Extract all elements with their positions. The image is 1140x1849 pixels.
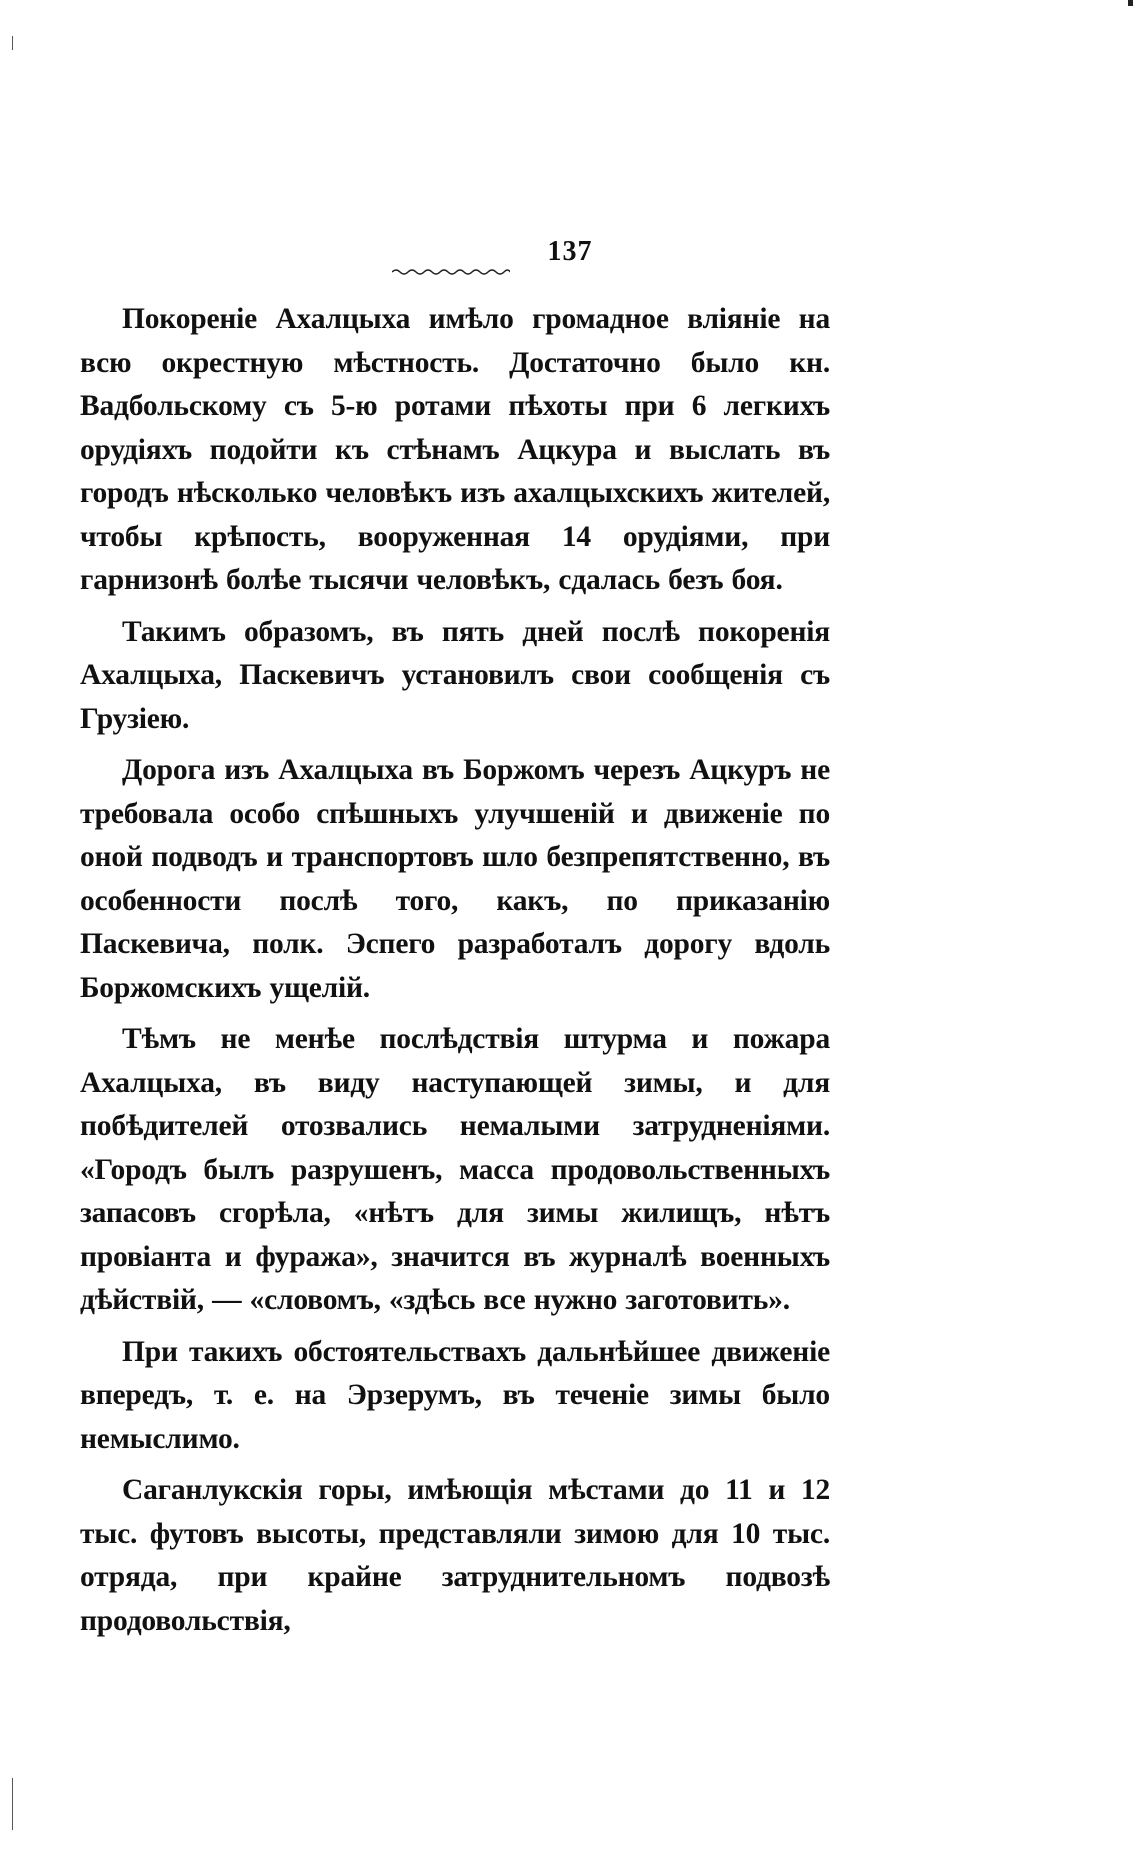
scan-edge-mark xyxy=(12,36,13,50)
paragraph-6: Саганлукскія горы, имѣющія мѣстами до 11 и 12 тыс. футовъ высоты, представляли зимою для 10 тыс. отряда, при крайне затруднительномъ подвозѣ продовольствія, xyxy=(80,1474,830,1637)
paragraph-3: Дорога изъ Ахалцыха въ Боржомъ черезъ Ацкуръ не требовала особо спѣшныхъ улучшеній и движеніе по оной подводъ и транспортовъ шло безпрепятственно, въ особенности послѣ того, какъ, по приказанію Паскевича, полк. Эспего разработалъ дорогу вдоль Боржомскихъ ущелій. xyxy=(80,754,830,1004)
paragraph-5: При такихъ обстоятельствахъ дальнѣйшее движеніе впередъ, т. е. на Эрзерумъ, въ теченіе зимы было немыслимо. xyxy=(80,1335,830,1455)
body-text xyxy=(80,298,830,1651)
scan-corner-mark xyxy=(1128,0,1133,6)
paragraph-1: Покореніе Ахалцыха имѣло громадное вліяніе на всю окрестную мѣстность. Достаточно было кн. Вадбольскому съ 5-ю ротами пѣхоты при 6 легкихъ орудіяхъ подойти къ стѣнамъ Ацкура и выслать въ городъ нѣсколько человѣкъ изъ ахалцыхскихъ жителей, чтобы крѣпость, вооруженная 14 орудіями, при гарнизонѣ болѣе тысячи человѣкъ, сдалась безъ боя. xyxy=(80,303,830,596)
page-number: 137 xyxy=(547,236,593,267)
scan-edge-mark xyxy=(12,1778,13,1830)
paragraph-2: Такимъ образомъ, въ пять дней послѣ покоренія Ахалцыха, Паскевичъ установилъ свои сообщенія съ Грузіею. xyxy=(80,615,830,735)
page-number-ornament xyxy=(392,268,510,276)
paragraph-4: Тѣмъ не менѣе послѣдствія штурма и пожара Ахалцыха, въ виду наступающей зимы, и для побѣдителей отозвались немалыми затрудненіями. «Городъ былъ разрушенъ, масса продовольственныхъ запасовъ сгорѣла, «нѣтъ для зимы жилищъ, нѣтъ провіанта и фуража», значится въ журналѣ военныхъ дѣйствій, — «словомъ, «здѣсь все нужно заготовить». xyxy=(80,1023,830,1316)
